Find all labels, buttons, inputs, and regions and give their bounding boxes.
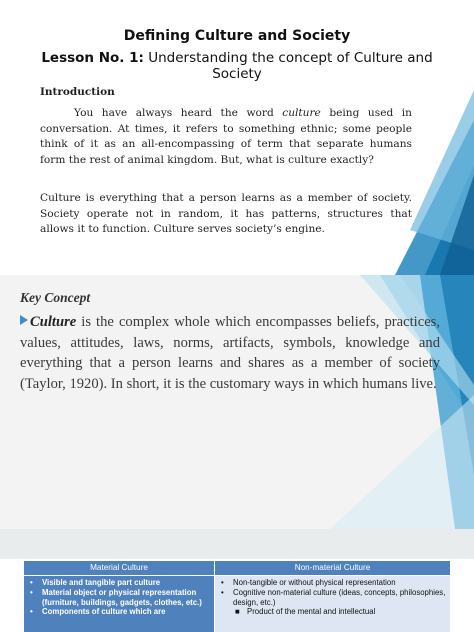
nonmaterial-culture-header: Non-material Culture [215, 561, 450, 575]
nonmaterial-culture-column [215, 576, 450, 632]
list-item [30, 607, 210, 617]
bullet-icon: • [221, 578, 224, 587]
slide-gap [0, 529, 474, 559]
arrow-bullet-icon [20, 315, 28, 325]
bullet-icon: • [30, 587, 33, 597]
list-sub-item [221, 607, 446, 617]
list-item [30, 578, 210, 588]
material-culture-header: Material Culture [24, 561, 214, 575]
lesson-number: Lesson No. 1: [41, 50, 144, 66]
list-item-text: Visible and tangible part culture [42, 578, 161, 587]
p1-text-a: You have always heard the word [74, 107, 283, 119]
square-bullet-icon: ■ [235, 607, 240, 617]
slide-culture-table [0, 559, 474, 632]
list-item-text: Product of the mental and intellectual [247, 607, 376, 617]
bullet-icon: • [30, 607, 33, 617]
list-item-text: Material object or physical representation (furniture, buildings, gadgets, clothes, etc.) [42, 587, 202, 607]
page-title: Defining Culture and Society [123, 28, 351, 44]
culture-term: Culture [30, 314, 77, 330]
list-item-text: Components of culture which are [42, 607, 166, 617]
key-concept-heading: Key Concept [20, 290, 91, 305]
key-concept-definition [20, 312, 440, 395]
introduction-heading: Introduction [40, 86, 115, 98]
list-item-text: Cognitive non-material culture (ideas, concepts, philosophies, design, etc.) [233, 587, 446, 607]
p1-emphasis: culture [282, 107, 321, 119]
bullet-icon: • [30, 578, 33, 587]
list-item [30, 588, 210, 608]
list-item-text: Non-tangible or without physical representation [233, 578, 396, 587]
p1-text-b: being used in conversation. At times, it refers to something ethnic; some people think of it as an all-encompassing of term that separate humans form the rest of animal kingdom. But, what is culture exactly? [40, 107, 412, 166]
lesson-name: Understanding the concept of Culture and Society [143, 50, 433, 82]
slide-key-concept [0, 275, 474, 529]
slide-introduction [0, 0, 474, 275]
definition-text: is the complex whole which encompasses beliefs, practices, values, attitudes, laws, norms, artifacts, symbols, knowledge and everything that a person learns and shares as a member of society (Taylor, 1920). In short, it is the customary ways in which humans live. [20, 314, 440, 393]
lesson-title [40, 50, 434, 82]
bullet-icon: • [221, 587, 224, 597]
intro-paragraph-2: Culture is everything that a person learns as a member of society. Society operate not in random, it has patterns, structures that allows it to function. Culture serves society’s engine. [40, 192, 412, 236]
list-item [221, 578, 446, 588]
intro-paragraph-1 [40, 106, 412, 168]
material-culture-column [24, 576, 214, 632]
list-item [221, 588, 446, 608]
